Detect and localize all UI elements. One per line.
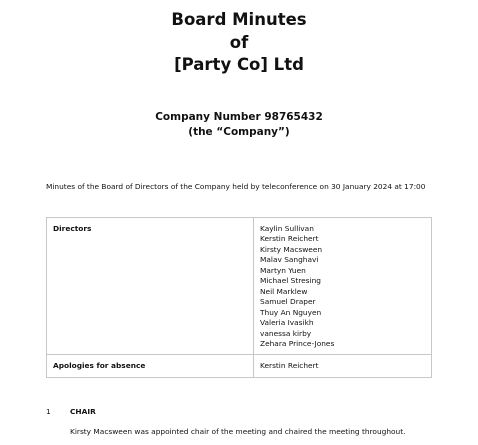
- director-name: Neil Marklew: [260, 286, 308, 296]
- director-name: Martyn Yuen: [260, 265, 306, 275]
- agenda-item-chair: [46, 406, 446, 436]
- apologies-value-cell: [254, 355, 432, 377]
- table-row-directors: [47, 218, 432, 355]
- directors-list: [260, 224, 425, 349]
- apologies-label: Apologies for absence: [53, 361, 146, 371]
- company-details: [0, 110, 478, 140]
- title-line-2: of: [229, 32, 249, 52]
- director-name: vanessa kirby: [260, 328, 312, 338]
- title-line-3: [Party Co] Ltd: [174, 55, 304, 74]
- director-name: Thuy An Nguyen: [260, 307, 322, 317]
- agenda-item-number: 1: [46, 407, 51, 416]
- director-name: Kerstin Reichert: [260, 234, 319, 244]
- table-row-apologies: [47, 355, 432, 377]
- director-name: Kaylin Sullivan: [260, 224, 314, 233]
- apologies-label-cell: [47, 355, 254, 377]
- director-name: Samuel Draper: [260, 297, 316, 307]
- director-name: Valeria Ivasikh: [260, 318, 314, 328]
- document-title: [0, 9, 478, 77]
- directors-list-cell: [254, 218, 432, 355]
- agenda-item-body: Kirsty Macsween was appointed chair of the meeting and chaired the meeting throughout.: [70, 427, 406, 436]
- meeting-intro: Minutes of the Board of Directors of the Company held by teleconference on 30 January 2024 at 17:00: [46, 182, 426, 191]
- attendance-table: [46, 217, 432, 378]
- directors-label-cell: [47, 218, 254, 355]
- apologies-value: Kerstin Reichert: [260, 361, 319, 371]
- director-name: Michael Stresing: [260, 276, 321, 286]
- agenda-item-heading: CHAIR: [70, 407, 96, 416]
- title-line-1: Board Minutes: [171, 10, 307, 29]
- director-name: Zehara Prince-Jones: [260, 338, 335, 348]
- directors-label: Directors: [53, 224, 92, 233]
- agenda-item-heading-row: [46, 406, 446, 417]
- director-name: Kirsty Macsween: [260, 244, 323, 254]
- company-number: Company Number 98765432: [155, 111, 323, 123]
- director-name: Malav Sanghavi: [260, 255, 319, 265]
- company-defined-term: (the “Company”): [188, 126, 290, 138]
